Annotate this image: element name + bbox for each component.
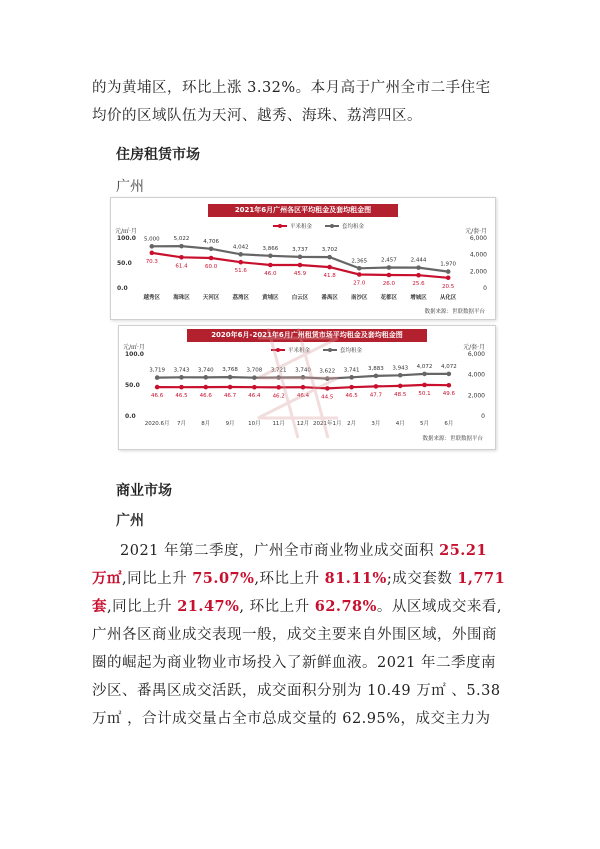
data-point: [447, 372, 452, 377]
data-label: 46.6: [151, 393, 164, 400]
data-label: 27.0: [353, 280, 366, 287]
paragraph-line: 的为黄埔区，环比上涨 3.32%。本月高于广州全市二手住宅: [92, 80, 491, 96]
category-label: 8月: [201, 421, 211, 427]
right-tick-label: 6,000: [467, 351, 485, 358]
data-point: [150, 251, 155, 256]
data-label: 51.6: [234, 268, 247, 275]
category-label: 2月: [347, 421, 357, 427]
left-tick-label: 100.0: [125, 351, 144, 358]
data-label: 46.2: [272, 393, 285, 400]
data-point: [179, 244, 184, 249]
commercial-paragraph: [92, 537, 512, 733]
left-tick-label: 100.0: [117, 235, 136, 242]
data-label: 1,970: [440, 261, 457, 268]
data-label: 3,741: [343, 367, 360, 374]
category-label: 番禺区: [321, 295, 338, 301]
data-label: 4,072: [440, 363, 457, 370]
category-label: 从化区: [439, 295, 457, 301]
data-point: [268, 253, 273, 258]
data-label: 60.0: [204, 264, 218, 270]
left-tick-label: 0.0: [125, 413, 136, 420]
left-tick-label: 50.0: [125, 382, 140, 389]
category-label: 海珠区: [173, 295, 190, 301]
data-label: 49.6: [442, 391, 455, 398]
data-point: [422, 383, 427, 388]
data-point: [155, 375, 160, 380]
category-label: 2020.6月: [144, 421, 170, 427]
category-label: 4月: [395, 421, 405, 427]
data-label: 4,072: [416, 363, 433, 370]
paragraph-line: 套,同比上升 21.47%, 环比上升 62.78%。从区域成交来看,: [92, 598, 503, 615]
data-point: [238, 260, 243, 265]
data-label: 3,719: [149, 367, 166, 374]
data-point: [209, 256, 214, 261]
category-label: 花都区: [380, 295, 398, 301]
category-label: 荔湾区: [232, 295, 249, 301]
data-label: 2,444: [410, 257, 427, 264]
category-label: 2021年1月: [313, 421, 342, 427]
legend-label: 平米租金: [290, 224, 313, 230]
right-tick-label: 4,000: [467, 371, 485, 379]
paragraph-line: 均价的区域队伍为天河、越秀、海珠、荔湾四区。: [92, 108, 422, 124]
data-label: 70.3: [145, 258, 158, 265]
data-point: [203, 385, 208, 390]
data-point: [398, 373, 403, 378]
left-tick-label: 0.0: [117, 285, 128, 292]
data-label: 46.7: [223, 393, 237, 400]
data-label: 2,457: [381, 257, 397, 264]
category-label: 越秀区: [143, 295, 161, 301]
data-point: [238, 252, 243, 257]
data-point: [155, 385, 160, 390]
data-point: [447, 383, 452, 388]
category-label: 黄埔区: [262, 295, 279, 301]
data-point: [327, 265, 332, 270]
legend-label: 套均租金: [342, 224, 365, 230]
data-point: [374, 384, 379, 389]
district-rent-chart: [110, 197, 496, 320]
right-axis-unit: 元/套·月: [465, 228, 487, 235]
data-label: 3,943: [392, 365, 409, 372]
category-label: 9月: [225, 421, 235, 427]
data-point: [398, 384, 403, 389]
data-point: [228, 385, 233, 390]
data-point: [446, 275, 451, 280]
data-label: 3,737: [292, 246, 308, 253]
right-tick-label: 0: [483, 285, 487, 292]
data-point: [179, 375, 184, 380]
data-label: 48.5: [394, 391, 407, 398]
category-label: 11月: [272, 421, 285, 427]
data-label: 5,000: [143, 236, 160, 243]
data-label: 3,883: [368, 365, 384, 372]
paragraph-line: 万㎡ ，合计成交量占全市总成交量的 62.95%，成交主力为: [92, 711, 491, 727]
data-label: 3,768: [222, 367, 238, 374]
data-point: [268, 263, 273, 268]
data-label: 41.8: [323, 273, 336, 280]
right-tick-label: 4,000: [469, 251, 487, 259]
data-point: [416, 265, 421, 270]
category-label: 白云区: [291, 295, 309, 301]
paragraph-line: 2021 年第二季度，广州全市商业物业成交面积 25.21: [120, 542, 488, 559]
data-label: 3,721: [270, 367, 287, 374]
data-label: 50.1: [418, 390, 431, 397]
source-label: 数据来源：世联数据平台: [422, 436, 483, 442]
paragraph-line: 沙区、番禺区成交活跃，成交面积分别为 10.49 万㎡ 、5.38: [92, 683, 501, 699]
commercial-city: 广州: [116, 513, 144, 529]
commercial-heading: 商业市场: [116, 483, 172, 499]
data-label: 5,022: [173, 236, 190, 243]
data-point: [150, 244, 155, 249]
paragraph-line: 广州各区商业成交表现一般，成交主要来自外围区域，外围商: [92, 627, 497, 643]
data-label: 46.4: [248, 393, 261, 400]
category-label: 5月: [420, 421, 430, 427]
category-label: 3月: [371, 421, 381, 427]
data-label: 3,743: [173, 367, 190, 374]
category-label: 7月: [176, 421, 186, 427]
data-label: 3,708: [246, 367, 263, 374]
category-label: 6月: [444, 421, 454, 427]
rental-city: 广州: [116, 179, 144, 195]
data-label: 46.5: [345, 393, 358, 400]
left-tick-label: 50.0: [117, 260, 132, 267]
right-tick-label: 2,000: [467, 392, 485, 400]
data-point: [298, 263, 303, 268]
category-label: 南沙区: [351, 295, 368, 301]
data-point: [203, 375, 208, 380]
top-paragraph: [92, 74, 512, 130]
right-axis-unit: 元/套·月: [463, 344, 485, 351]
legend-marker: [330, 224, 334, 228]
paragraph-line: 万㎡,同比上升 75.07%,环比上升 81.11%;成交套数 1,771: [92, 570, 506, 587]
data-label: 44.5: [321, 394, 334, 401]
data-label: 4,042: [232, 244, 249, 251]
rental-heading: 住房租赁市场: [116, 147, 200, 163]
data-label: 61.4: [175, 263, 188, 270]
data-point: [357, 266, 362, 271]
category-label: 10月: [248, 421, 261, 427]
data-point: [446, 269, 451, 274]
data-label: 3,866: [262, 245, 279, 252]
chart-title: 2021年6月广州各区平均租金及套均租金图: [208, 204, 398, 217]
legend-marker: [278, 224, 282, 228]
data-point: [416, 273, 421, 278]
data-label: 2,365: [351, 258, 368, 265]
data-label: 46.5: [175, 393, 188, 400]
right-tick-label: 2,000: [469, 268, 487, 276]
data-point: [357, 272, 362, 277]
data-point: [387, 273, 392, 278]
data-point: [228, 375, 233, 380]
data-point: [327, 255, 332, 260]
data-point: [422, 372, 427, 377]
data-label: 46.0: [264, 271, 277, 277]
category-label: 天河区: [202, 295, 220, 301]
data-label: 3,740: [295, 367, 311, 374]
category-label: 增城区: [410, 295, 427, 301]
data-point: [374, 374, 379, 379]
right-tick-label: 6,000: [469, 235, 487, 242]
data-point: [298, 255, 303, 260]
right-tick-label: 0: [481, 413, 485, 420]
chart-title: 2020年6月-2021年6月广州租赁市场平均租金及套均租金图: [187, 329, 427, 342]
data-point: [387, 265, 392, 270]
chart-svg: [111, 198, 495, 319]
left-axis-unit: 元/㎡·月: [123, 344, 145, 351]
source-label: 数据来源：世联数据平台: [424, 309, 485, 315]
data-label: 45.9: [293, 271, 307, 278]
data-label: 47.7: [369, 392, 383, 399]
paragraph-line: 圈的崛起为商业物业市场投入了新鲜血液。2021 年二季度南: [92, 655, 497, 671]
legend-label: 套均租金: [340, 348, 363, 354]
data-label: 3,622: [319, 368, 336, 375]
data-label: 4,706: [203, 238, 219, 245]
legend-label: 平米租金: [288, 348, 311, 354]
data-label: 3,702: [321, 247, 338, 254]
data-point: [179, 385, 184, 390]
data-label: 46.6: [199, 393, 212, 400]
category-label: 12月: [296, 421, 310, 427]
data-label: 20.5: [442, 283, 455, 290]
data-point: [209, 246, 214, 251]
data-label: 25.6: [412, 281, 425, 288]
watermark-logo: [238, 318, 358, 448]
data-point: [179, 255, 184, 260]
data-label: 46.4: [296, 393, 310, 400]
data-label: 3,740: [197, 367, 214, 374]
left-axis-unit: 元/㎡·月: [115, 228, 137, 235]
data-label: 26.0: [382, 281, 396, 287]
